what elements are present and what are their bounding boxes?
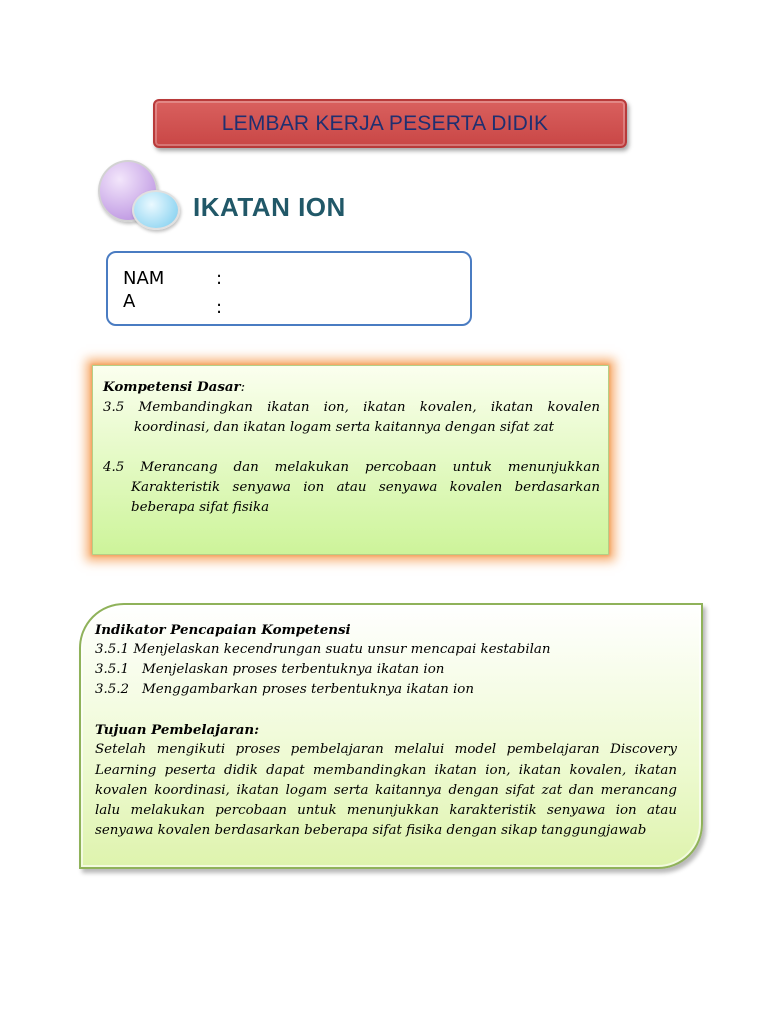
topic-title: IKATAN ION: [193, 192, 346, 222]
tujuan-text: Setelah mengikuti proses pembelajaran melalui model pembelajaran Discovery Learning peserta didik dapat membandingkan ikatan ion, ikatan kovalen, ikatan kovalen koordinasi, ikatan logam serta kaitannya dengan sifat zat dan merancang lalu melakukan percobaan untuk menunjukkan karakteristik senyawa ion atau senyawa kovalen berdasarkan beberapa sifat fisika dengan sikap tanggungjawab: [95, 742, 677, 838]
kompetensi-dasar-box: [92, 365, 609, 555]
name-label: NAMA: [123, 268, 165, 312]
blue-bubble-icon: [132, 190, 180, 230]
kd-item: 3.5 Membandingkan ikatan ion, ikatan kovalen, ikatan kovalen koordinasi, dan ikatan logam serta kaitannya dengan sifat zat: [103, 400, 600, 435]
name-colon: :: [216, 268, 223, 289]
kd-heading-line: [103, 377, 600, 398]
indikator-heading: Indikator Pencapaian Kompetensi: [95, 622, 351, 638]
indikator-intro: 3.5.1 Menjelaskan kecendrungan suatu unsur mencapai kestabilan: [95, 642, 551, 658]
worksheet-title: LEMBAR KERJA PESERTA DIDIK: [221, 111, 549, 135]
header-banner: [153, 99, 627, 148]
indikator-number: 3.5.2: [95, 682, 130, 698]
second-colon: :: [216, 297, 223, 318]
student-identity-box: [106, 251, 472, 326]
kd-heading: Kompetensi Dasar: [103, 379, 241, 395]
indikator-text: Menjelaskan proses terbentuknya ikatan ion: [142, 662, 445, 678]
indikator-number: 3.5.1: [95, 662, 130, 678]
indikator-item: [95, 680, 677, 700]
decorative-bubbles-icon: [98, 160, 182, 232]
indikator-tujuan-box: [79, 603, 703, 869]
indikator-item: [95, 660, 677, 680]
kd-heading-colon: :: [240, 380, 246, 395]
tujuan-heading: Tujuan Pembelajaran:: [95, 722, 260, 739]
kd-item: 4.5 Merancang dan melakukan percobaan untuk menunjukkan Karakteristik senyawa ion atau senyawa kovalen berdasarkan beberapa sifat fisika: [103, 460, 600, 515]
indikator-text: Menggambarkan proses terbentuknya ikatan ion: [142, 682, 474, 698]
